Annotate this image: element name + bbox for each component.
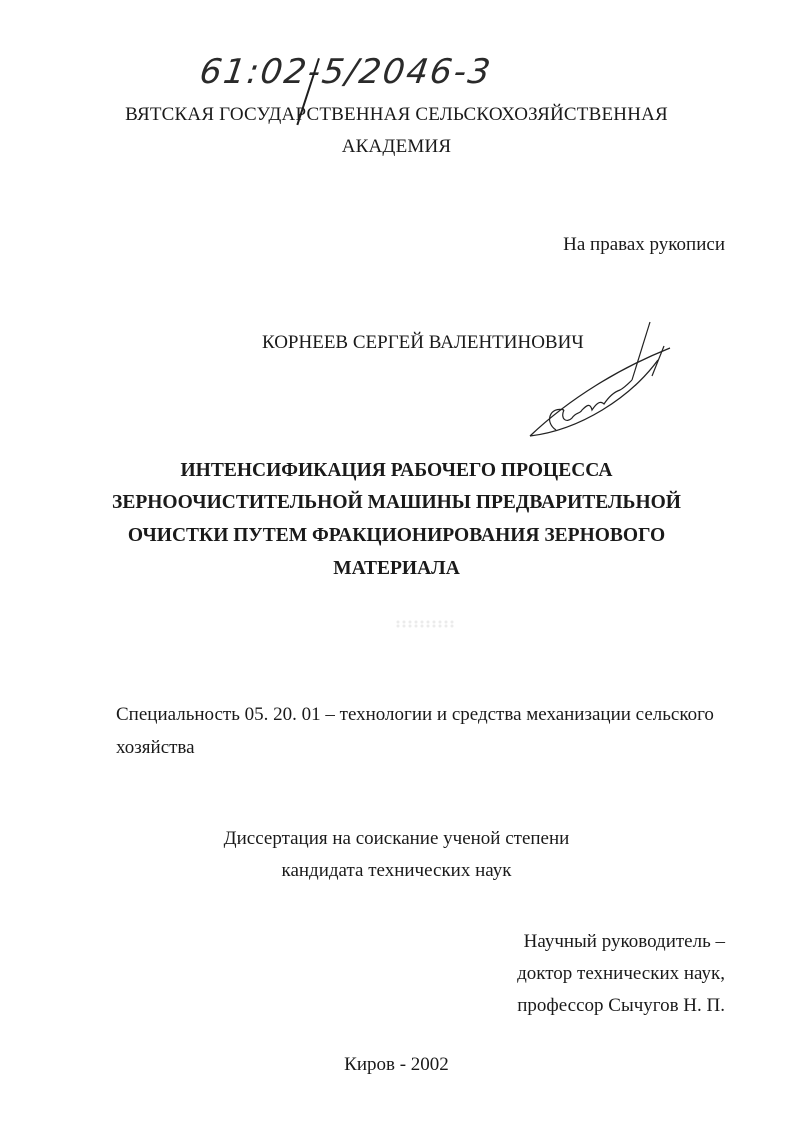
manuscript-rights-note: На правах рукописи (563, 234, 725, 255)
dissertation-title-line-2: ЗЕРНООЧИСТИТЕЛЬНОЙ МАШИНЫ ПРЕДВАРИТЕЛЬНОЙ (112, 492, 681, 513)
dissertation-title-line-1: ИНТЕНСИФИКАЦИЯ РАБОЧЕГО ПРОЦЕССА (180, 460, 613, 481)
specialty-text: Специальность 05. 20. 01 – технологии и средства механизации сельского хозяйства (116, 704, 714, 758)
advisor-name: профессор Сычугов Н. П. (517, 995, 725, 1016)
degree-statement-line-1: Диссертация на соискание ученой степени (223, 828, 570, 849)
archive-stamp-code: 61:02-5/2046-3 (197, 52, 495, 92)
institution-name-line-1: ВЯТСКАЯ ГОСУДАРСТВЕННАЯ СЕЛЬСКОХОЗЯЙСТВЕННАЯ (125, 104, 668, 125)
dissertation-title-line-3: ОЧИСТКИ ПУТЕМ ФРАКЦИОНИРОВАНИЯ ЗЕРНОВОГО (127, 525, 666, 546)
institution-name-line-2: АКАДЕМИЯ (341, 136, 452, 157)
place-and-year: Киров - 2002 (344, 1054, 449, 1075)
dissertation-title-line-4: МАТЕРИАЛА (333, 558, 460, 579)
author-signature-icon (520, 318, 680, 448)
author-name: КОРНЕЕВ СЕРГЕЙ ВАЛЕНТИНОВИЧ (262, 332, 584, 353)
advisor-degree: доктор технических наук, (517, 963, 725, 984)
advisor-role: Научный руководитель – (523, 931, 725, 952)
degree-statement-line-2: кандидата технических наук (281, 860, 512, 881)
scan-noise-specks (395, 620, 455, 628)
scientific-advisor-block (517, 926, 725, 1022)
